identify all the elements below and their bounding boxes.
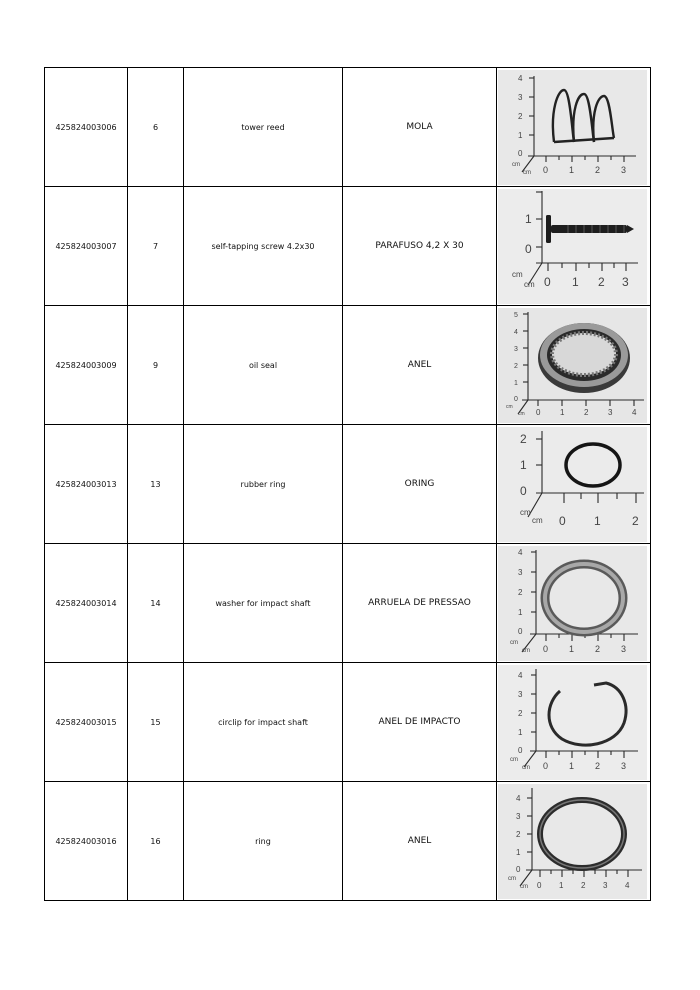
washer-photo <box>498 546 647 661</box>
ruler-x-label: 1 <box>569 760 575 771</box>
part-name-portuguese: ANEL <box>343 306 497 425</box>
ruler-y-label: 5 <box>514 311 518 319</box>
ruler-x-label: 1 <box>569 164 575 175</box>
ruler-unit-label: cm <box>520 507 531 517</box>
ruler-unit-label: cm <box>510 756 518 763</box>
ruler-y-label: 4 <box>514 328 518 336</box>
ruler-y-label: 2 <box>518 111 523 121</box>
ruler-x-label: 3 <box>621 760 627 771</box>
ruler-y-label: 3 <box>516 811 521 821</box>
ruler-y-label: 2 <box>518 708 523 718</box>
position-number: 6 <box>128 68 184 187</box>
ruler-y-label: 1 <box>514 379 518 387</box>
position-number: 14 <box>128 544 184 663</box>
ruler-y-label: 1 <box>520 457 527 472</box>
ruler-y-label: 1 <box>518 130 523 140</box>
ruler-y-label: 1 <box>518 607 523 617</box>
position-number: 15 <box>128 663 184 782</box>
ruler-x-label: 0 <box>536 407 541 417</box>
ruler-y-label: 0 <box>525 241 532 256</box>
part-description: tower reed <box>184 68 343 187</box>
part-name-portuguese: ORING <box>343 425 497 544</box>
ring-photo <box>498 784 647 899</box>
part-name-portuguese: ANEL DE IMPACTO <box>343 663 497 782</box>
ruler-unit-label: cm <box>506 403 513 410</box>
ruler-x-label: 1 <box>559 880 564 890</box>
parts-table <box>44 67 651 901</box>
part-code: 425824003016 <box>45 782 128 901</box>
ruler-y-label: 3 <box>518 567 523 577</box>
part-description: self-tapping screw 4.2x30 <box>184 187 343 306</box>
ruler-y-label: 1 <box>518 727 523 737</box>
ruler-y-label: 3 <box>518 689 523 699</box>
part-name-portuguese: ANEL <box>343 782 497 901</box>
ruler-x-label: 3 <box>603 880 608 890</box>
ruler-x-label: 2 <box>584 407 589 417</box>
table-row <box>45 782 651 901</box>
part-image-cell <box>497 544 651 663</box>
ruler-y-label: 4 <box>518 73 523 83</box>
part-code: 425824003015 <box>45 663 128 782</box>
ruler-x-label: 2 <box>595 760 601 771</box>
part-description: oil seal <box>184 306 343 425</box>
part-description: rubber ring <box>184 425 343 544</box>
part-image-cell <box>497 663 651 782</box>
ruler-unit-label: cm <box>522 764 530 771</box>
ruler-unit-label: cm <box>510 639 518 646</box>
ruler-x-label: 3 <box>621 164 627 175</box>
ruler-unit-label: cm <box>520 883 528 890</box>
screw-photo <box>498 189 647 304</box>
position-number: 13 <box>128 425 184 544</box>
ruler-unit-label: cm <box>518 410 525 417</box>
position-number: 7 <box>128 187 184 306</box>
ruler-x-label: 0 <box>537 880 542 890</box>
position-number: 9 <box>128 306 184 425</box>
ruler-x-label: 1 <box>569 643 575 654</box>
ruler-y-label: 2 <box>514 362 518 370</box>
ruler-unit-label: cm <box>523 169 531 176</box>
ruler-y-label: 3 <box>518 92 523 102</box>
part-code: 425824003013 <box>45 425 128 544</box>
oil-seal-photo <box>498 308 647 423</box>
table-row <box>45 663 651 782</box>
ruler-y-label: 4 <box>518 547 523 557</box>
part-code: 425824003006 <box>45 68 128 187</box>
ruler-x-label: 1 <box>594 513 601 528</box>
ruler-y-label: 1 <box>516 847 521 857</box>
ruler-unit-label: cm <box>508 875 516 882</box>
ruler-x-label: 2 <box>595 164 601 175</box>
ruler-x-label: 3 <box>621 643 627 654</box>
ruler-y-label: 4 <box>518 670 523 680</box>
ruler-x-label: 0 <box>544 274 551 289</box>
ruler-y-label: 0 <box>518 626 523 636</box>
part-description: ring <box>184 782 343 901</box>
ruler-y-label: 2 <box>520 431 527 446</box>
ruler-x-label: 1 <box>572 274 579 289</box>
ruler-unit-label: cm <box>524 279 535 289</box>
table-row <box>45 68 651 187</box>
ruler-x-label: 2 <box>581 880 586 890</box>
ruler-x-label: 1 <box>560 407 565 417</box>
ruler-y-label: 0 <box>518 148 523 158</box>
ruler-y-label: 2 <box>516 829 521 839</box>
ruler-x-label: 2 <box>632 513 639 528</box>
part-image-cell <box>497 306 651 425</box>
part-image-cell <box>497 187 651 306</box>
ruler-x-label: 4 <box>625 880 630 890</box>
ruler-x-label: 4 <box>632 407 637 417</box>
table-row <box>45 187 651 306</box>
ruler-x-label: 2 <box>598 274 605 289</box>
part-description: circlip for impact shaft <box>184 663 343 782</box>
part-image-cell <box>497 68 651 187</box>
position-number: 16 <box>128 782 184 901</box>
ruler-unit-label: cm <box>522 647 530 654</box>
oring-photo <box>498 427 647 542</box>
table-row <box>45 306 651 425</box>
ruler-x-label: 0 <box>559 513 566 528</box>
ruler-unit-label: cm <box>512 269 523 279</box>
ruler-y-label: 0 <box>516 864 521 874</box>
ruler-y-label: 3 <box>514 345 518 353</box>
ruler-y-label: 1 <box>525 211 532 226</box>
part-name-portuguese: MOLA <box>343 68 497 187</box>
ruler-unit-label: cm <box>532 515 543 525</box>
ruler-y-label: 0 <box>514 395 518 403</box>
ruler-x-label: 0 <box>543 164 549 175</box>
ruler-y-label: 4 <box>516 793 521 803</box>
part-code: 425824003007 <box>45 187 128 306</box>
oil-seal-shape <box>538 323 630 393</box>
part-description: washer for impact shaft <box>184 544 343 663</box>
spring-photo <box>498 70 647 185</box>
part-code: 425824003014 <box>45 544 128 663</box>
part-image-cell <box>497 782 651 901</box>
table-row <box>45 544 651 663</box>
ruler-y-label: 0 <box>520 483 527 498</box>
ruler-unit-label: cm <box>512 161 520 168</box>
table-row <box>45 425 651 544</box>
part-code: 425824003009 <box>45 306 128 425</box>
part-image-cell <box>497 425 651 544</box>
ruler-y-label: 2 <box>518 587 523 597</box>
circlip-photo <box>498 665 647 780</box>
ruler-x-label: 0 <box>543 760 549 771</box>
part-name-portuguese: ARRUELA DE PRESSAO <box>343 544 497 663</box>
ruler-x-label: 0 <box>543 643 549 654</box>
ruler-x-label: 3 <box>608 407 613 417</box>
part-name-portuguese: PARAFUSO 4,2 X 30 <box>343 187 497 306</box>
ruler-x-label: 3 <box>622 274 629 289</box>
ruler-y-label: 0 <box>518 745 523 755</box>
ruler-x-label: 2 <box>595 643 601 654</box>
